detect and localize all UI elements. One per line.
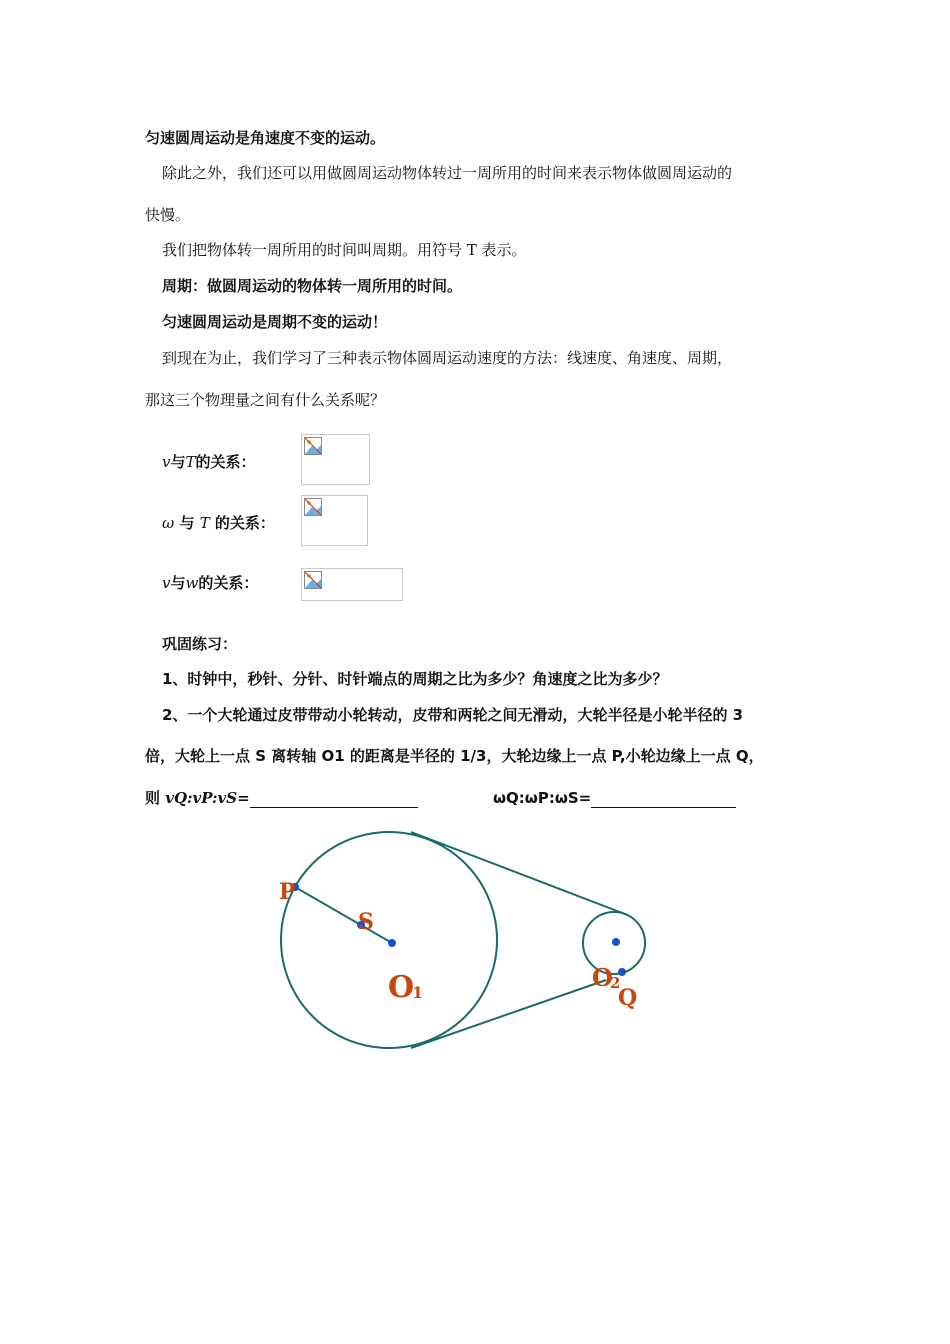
var-T: T — [199, 514, 210, 532]
label-P: P — [279, 879, 296, 905]
label-O1: O — [388, 970, 415, 1005]
relation-mid: 与 — [174, 514, 200, 532]
exercise-q2-answer-omega — [493, 788, 736, 808]
relation-v-w — [162, 572, 258, 593]
exercise-q2-answers — [145, 788, 418, 808]
omega-ratio-label: ωQ:ωP:ωS= — [493, 789, 592, 807]
center-O2 — [612, 938, 620, 946]
text-line-4: 我们把物体转一周所用的时间叫周期。用符号 T 表示。 — [162, 241, 527, 259]
exercise-heading: 巩固练习： — [162, 635, 238, 653]
exercise-q1: 1、时钟中，秒针、分针、时针端点的周期之比为多少？角速度之比为多少？ — [162, 670, 668, 688]
label-O2-sub: 2 — [610, 974, 621, 992]
belt-upper — [411, 832, 625, 914]
relation-tail: 的关系： — [195, 453, 256, 471]
broken-image-icon — [304, 498, 322, 516]
relation-tail: 的关系： — [209, 514, 275, 532]
text-line-1: 匀速圆周运动是角速度不变的运动。 — [145, 129, 386, 147]
text-line-8: 那这三个物理量之间有什么关系呢？ — [145, 391, 386, 409]
formula-image-3 — [301, 568, 403, 601]
large-wheel — [281, 832, 497, 1048]
velocity-ratio-label: vQ:vP:vS= — [165, 789, 250, 807]
relation-tail: 的关系： — [198, 574, 259, 592]
exercise-q2-line1: 2、一个大轮通过皮带带动小轮转动，皮带和两轮之间无滑动，大轮半径是小轮半径的 3 — [162, 706, 744, 724]
belt-lower — [411, 980, 606, 1048]
label-O2: O — [592, 963, 613, 992]
broken-image-icon — [304, 571, 322, 589]
formula-image-2 — [301, 495, 368, 546]
var-v: v — [162, 453, 171, 471]
label-S: S — [358, 909, 374, 935]
belt-pulley-diagram — [270, 822, 690, 1057]
var-omega: ω — [162, 514, 175, 532]
radius-line — [295, 887, 392, 943]
center-O1 — [388, 939, 396, 947]
text-line-6: 匀速圆周运动是周期不变的运动！ — [162, 313, 388, 331]
text-line-3: 快慢。 — [145, 206, 191, 224]
label-O1-sub: 1 — [412, 983, 424, 1002]
relation-v-T — [162, 451, 256, 472]
text-line-2: 除此之外，我们还可以用做圆周运动物体转过一周所用的时间来表示物体做圆周运动的 — [162, 164, 733, 182]
text-line-5: 周期：做圆周运动的物体转一周所用的时间。 — [162, 277, 463, 295]
text-line-7: 到现在为止，我们学习了三种表示物体圆周运动速度的方法：线速度、角速度、周期， — [162, 349, 733, 367]
omega-ratio-blank[interactable] — [591, 791, 736, 808]
label-Q: Q — [618, 985, 638, 1011]
formula-image-1 — [301, 434, 370, 485]
velocity-ratio-blank[interactable] — [250, 791, 418, 808]
relation-mid: 与 — [170, 453, 186, 471]
var-T: T — [185, 453, 196, 471]
answer-prefix: 则 — [145, 789, 166, 807]
var-v: v — [162, 574, 171, 592]
relation-w-T — [162, 512, 275, 533]
relation-mid: 与 — [170, 574, 186, 592]
var-w: w — [185, 574, 199, 592]
broken-image-icon — [304, 437, 322, 455]
exercise-q2-line2: 倍，大轮上一点 S 离转轴 O1 的距离是半径的 1/3，大轮边缘上一点 P,小轮边缘上一点 Q， — [145, 747, 764, 765]
